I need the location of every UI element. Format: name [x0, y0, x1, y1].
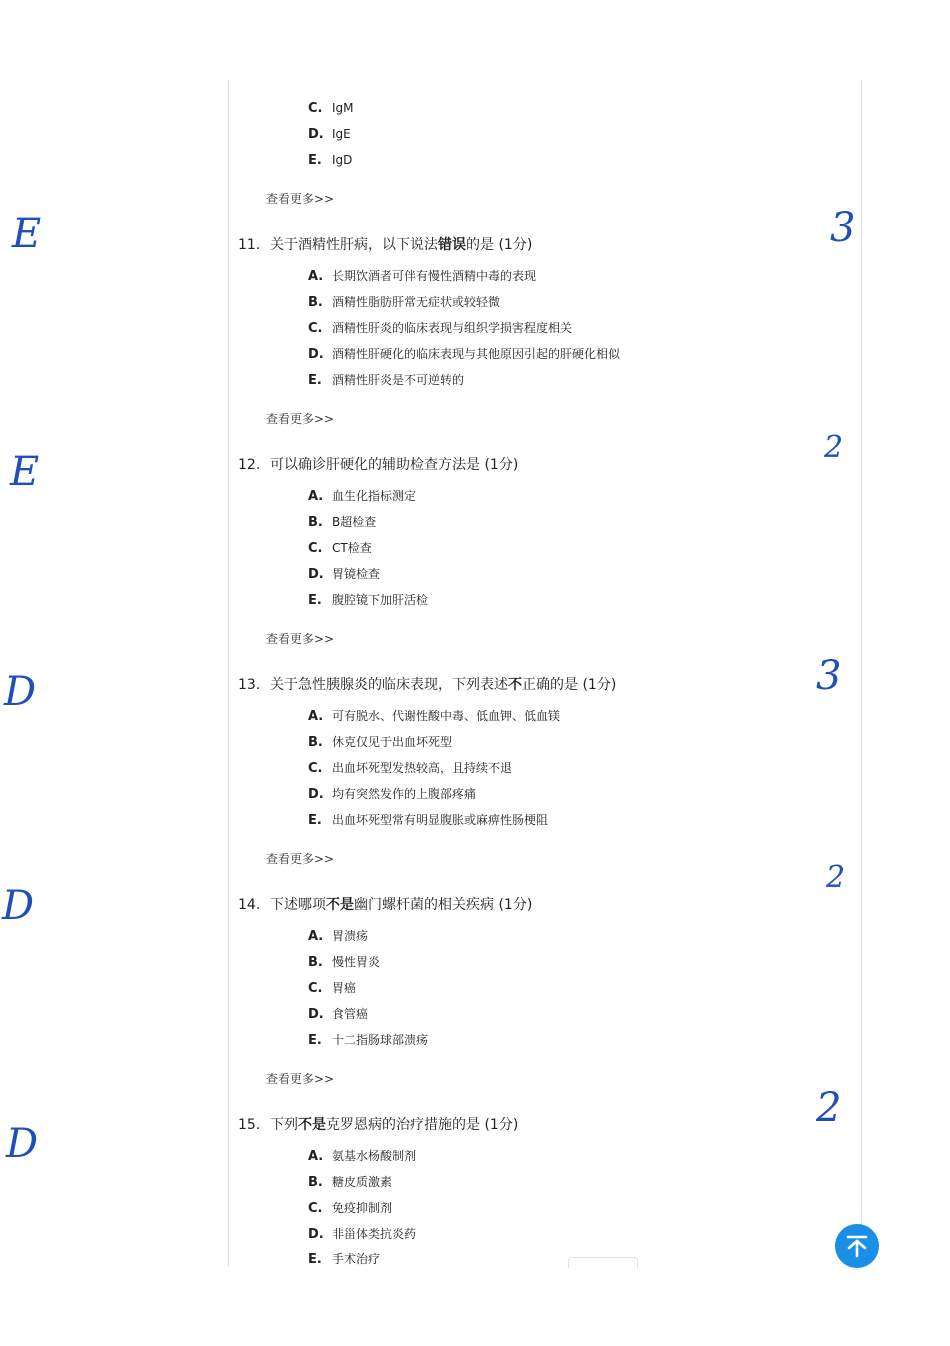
option-row[interactable] [308, 1171, 392, 1191]
option-letter: B. [308, 1175, 323, 1190]
stem-text: 关于酒精性肝病，以下说法 [270, 237, 438, 253]
option-row[interactable] [308, 1145, 416, 1165]
question-number: 11. [238, 237, 261, 253]
option-text: B超检查 [332, 515, 377, 529]
option-row[interactable] [308, 563, 380, 583]
option-text: 胃镜检查 [332, 567, 381, 581]
option-text: 休克仅见于出血坏死型 [332, 735, 453, 749]
option-row[interactable] [308, 1248, 380, 1268]
stem-text: 可以确诊肝硬化的辅助检查方法是 (1分) [270, 457, 519, 473]
option-text: 血生化指标测定 [332, 489, 417, 503]
handwritten-score: 2 [826, 860, 846, 895]
option-text: 糖皮质激素 [332, 1175, 393, 1189]
stem-emphasis: 不是 [298, 1117, 326, 1133]
handwritten-score: 3 [830, 205, 856, 251]
option-letter: D. [308, 1227, 324, 1242]
option-letter: B. [308, 515, 323, 530]
option-letter: D. [308, 787, 324, 802]
question-number: 12. [238, 457, 261, 473]
option-text: 胃癌 [332, 981, 357, 995]
option-row[interactable] [308, 951, 380, 971]
stem-text-tail: 幽门螺杆菌的相关疾病 (1分) [354, 897, 533, 913]
handwritten-score: 3 [816, 653, 842, 699]
option-row[interactable] [308, 731, 452, 751]
option-letter: D. [308, 1007, 324, 1022]
option-row[interactable] [308, 369, 464, 389]
option-text: CT检查 [332, 541, 372, 555]
option-text: IgD [332, 153, 353, 167]
view-more-link[interactable]: 查看更多>> [266, 632, 335, 646]
option-letter: A. [308, 489, 324, 504]
option-letter: A. [308, 929, 324, 944]
option-text: 氨基水杨酸制剂 [332, 1149, 417, 1163]
question-number: 15. [238, 1117, 261, 1133]
option-text: IgE [332, 127, 351, 141]
option-row[interactable] [308, 537, 372, 557]
option-text: 酒精性肝炎是不可逆转的 [332, 373, 465, 387]
option-row[interactable] [308, 757, 512, 777]
handwritten-answer: E [12, 211, 42, 257]
view-more-link[interactable]: 查看更多>> [266, 1072, 335, 1086]
option-letter: C. [308, 101, 323, 116]
option-letter: A. [308, 1149, 324, 1164]
option-letter: C. [308, 1201, 323, 1216]
option-text: 慢性胃炎 [332, 955, 381, 969]
option-letter: E. [308, 153, 322, 168]
handwritten-answer: D [4, 669, 37, 715]
option-row[interactable] [308, 123, 351, 143]
option-letter: B. [308, 955, 323, 970]
floating-panel-edge [568, 1257, 638, 1268]
arrow-up-icon [844, 1233, 870, 1259]
option-text: IgM [332, 101, 354, 115]
question-stem [238, 674, 616, 696]
option-row[interactable] [308, 977, 356, 997]
view-more-link[interactable]: 查看更多>> [266, 192, 335, 206]
option-row[interactable] [308, 705, 560, 725]
option-row[interactable] [308, 291, 500, 311]
content-frame [228, 80, 862, 1266]
question-stem [238, 894, 532, 916]
view-more-link[interactable]: 查看更多>> [266, 412, 335, 426]
option-row[interactable] [308, 1223, 416, 1243]
question-number: 13. [238, 677, 261, 693]
option-text: 胃溃疡 [332, 929, 369, 943]
stem-text-tail: 克罗恩病的治疗措施的是 (1分) [326, 1117, 519, 1133]
stem-emphasis: 不 [508, 677, 522, 693]
option-text: 酒精性脂肪肝常无症状或较轻微 [332, 295, 501, 309]
option-row[interactable] [308, 925, 368, 945]
option-text: 出血坏死型发热较高，且持续不退 [332, 761, 513, 775]
option-text: 酒精性肝硬化的临床表现与其他原因引起的肝硬化相似 [332, 347, 621, 361]
option-text: 均有突然发作的上腹部疼痛 [332, 787, 477, 801]
option-letter: E. [308, 373, 322, 388]
option-row[interactable] [308, 1003, 368, 1023]
option-text: 非甾体类抗炎药 [332, 1227, 417, 1241]
back-to-top-button[interactable] [835, 1224, 879, 1268]
option-letter: A. [308, 269, 324, 284]
option-text: 腹腔镜下加肝活检 [332, 593, 429, 607]
question-number: 14. [238, 897, 261, 913]
option-row[interactable] [308, 1197, 392, 1217]
option-row[interactable] [308, 485, 416, 505]
stem-text: 下述哪项 [270, 897, 326, 913]
option-letter: A. [308, 709, 324, 724]
stem-text: 下列 [270, 1117, 298, 1133]
option-text: 十二指肠球部溃疡 [332, 1033, 429, 1047]
option-row[interactable] [308, 783, 476, 803]
option-letter: E. [308, 1252, 322, 1267]
option-letter: B. [308, 735, 323, 750]
option-letter: E. [308, 1033, 322, 1048]
handwritten-score: 2 [824, 430, 844, 465]
handwritten-answer: E [10, 449, 40, 495]
option-letter: C. [308, 541, 323, 556]
stem-text-tail: 的是 (1分) [466, 237, 533, 253]
option-text: 手术治疗 [332, 1252, 381, 1266]
option-text: 可有脱水、代谢性酸中毒、低血钾、低血镁 [332, 709, 561, 723]
option-text: 酒精性肝炎的临床表现与组织学损害程度相关 [332, 321, 573, 335]
option-letter: D. [308, 127, 324, 142]
question-stem [238, 454, 518, 476]
view-more-link[interactable]: 查看更多>> [266, 852, 335, 866]
handwritten-answer: D [6, 1121, 39, 1167]
option-row[interactable] [308, 317, 572, 337]
option-letter: C. [308, 761, 323, 776]
option-row[interactable] [308, 343, 620, 363]
option-text: 免疫抑制剂 [332, 1201, 393, 1215]
option-row[interactable] [308, 511, 376, 531]
option-row[interactable] [308, 149, 352, 169]
stem-emphasis: 错误 [438, 237, 466, 253]
option-row[interactable] [308, 1029, 428, 1049]
stem-text-tail: 正确的是 (1分) [522, 677, 617, 693]
option-text: 出血坏死型常有明显腹胀或麻痹性肠梗阻 [332, 813, 549, 827]
option-letter: B. [308, 295, 323, 310]
option-text: 长期饮酒者可伴有慢性酒精中毒的表现 [332, 269, 537, 283]
option-letter: C. [308, 321, 323, 336]
option-letter: D. [308, 347, 324, 362]
stem-text: 关于急性胰腺炎的临床表现，下列表述 [270, 677, 508, 693]
option-row[interactable] [308, 809, 548, 829]
question-stem [238, 234, 532, 256]
option-row[interactable] [308, 589, 428, 609]
question-stem [238, 1114, 518, 1136]
stem-emphasis: 不是 [326, 897, 354, 913]
option-text: 食管癌 [332, 1007, 369, 1021]
handwritten-answer: D [2, 883, 35, 929]
option-letter: C. [308, 981, 323, 996]
option-letter: D. [308, 567, 324, 582]
option-letter: E. [308, 593, 322, 608]
option-row[interactable] [308, 265, 536, 285]
handwritten-score: 2 [816, 1085, 842, 1131]
option-row[interactable] [308, 97, 354, 117]
option-letter: E. [308, 813, 322, 828]
